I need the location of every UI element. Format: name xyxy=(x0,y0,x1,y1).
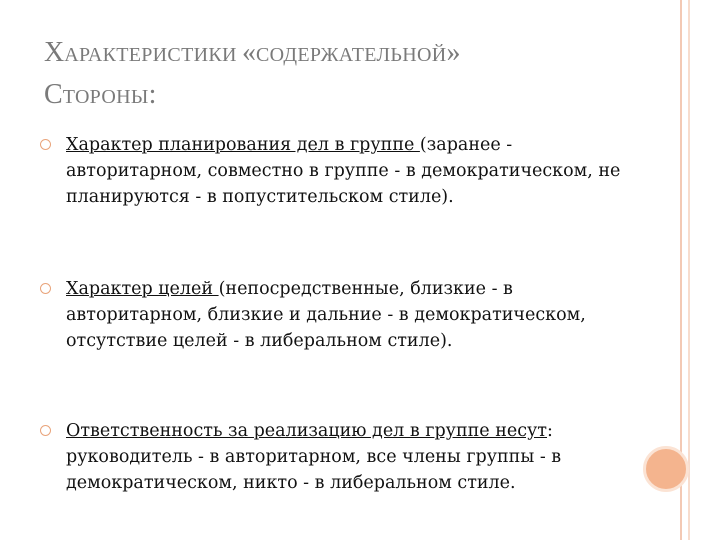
bullet-icon xyxy=(40,283,51,294)
title-part-3: ТОРОНЫ xyxy=(62,86,149,108)
list-item-underlined: Характер планирования дел в группе xyxy=(66,135,420,155)
list-item-body: : руководитель - в авторитарном, все члены группы - в демократическом, никто - в либеральном стиле. xyxy=(66,421,562,493)
decorative-circle xyxy=(643,446,689,492)
list-item-underlined: Ответственность за реализацию дел в группе несут xyxy=(66,421,547,441)
title-quote-open: « xyxy=(242,37,257,68)
list-item xyxy=(40,276,630,354)
title-part-1: АРАКТЕРИСТИКИ xyxy=(64,44,243,66)
bullet-icon xyxy=(40,425,51,436)
list-item-body: (заранее - авторитарном, совместно в группе - в демократическом, не планируются - в попустительском стиле). xyxy=(66,135,621,207)
title-part-2: СОДЕРЖАТЕЛЬНОЙ xyxy=(256,44,447,66)
list-item-text xyxy=(66,132,630,210)
list-item-text xyxy=(66,418,630,496)
list-item-text xyxy=(66,276,630,354)
title-cap-2: С xyxy=(44,79,63,110)
title-quote-close: » xyxy=(446,37,461,68)
decorative-right-border-inner xyxy=(688,0,690,540)
title-colon: : xyxy=(148,79,157,110)
list-item-body: (непосредственные, близкие - в авторитарном, близкие и дальние - в демократическом, отсутствие целей - в либеральном стиле). xyxy=(66,279,586,351)
title-cap-1: Х xyxy=(44,37,65,68)
slide-title xyxy=(44,34,644,118)
list-item xyxy=(40,132,630,210)
bullet-icon xyxy=(40,139,51,150)
list-item-underlined: Характер целей xyxy=(66,279,219,299)
list-item xyxy=(40,418,630,496)
